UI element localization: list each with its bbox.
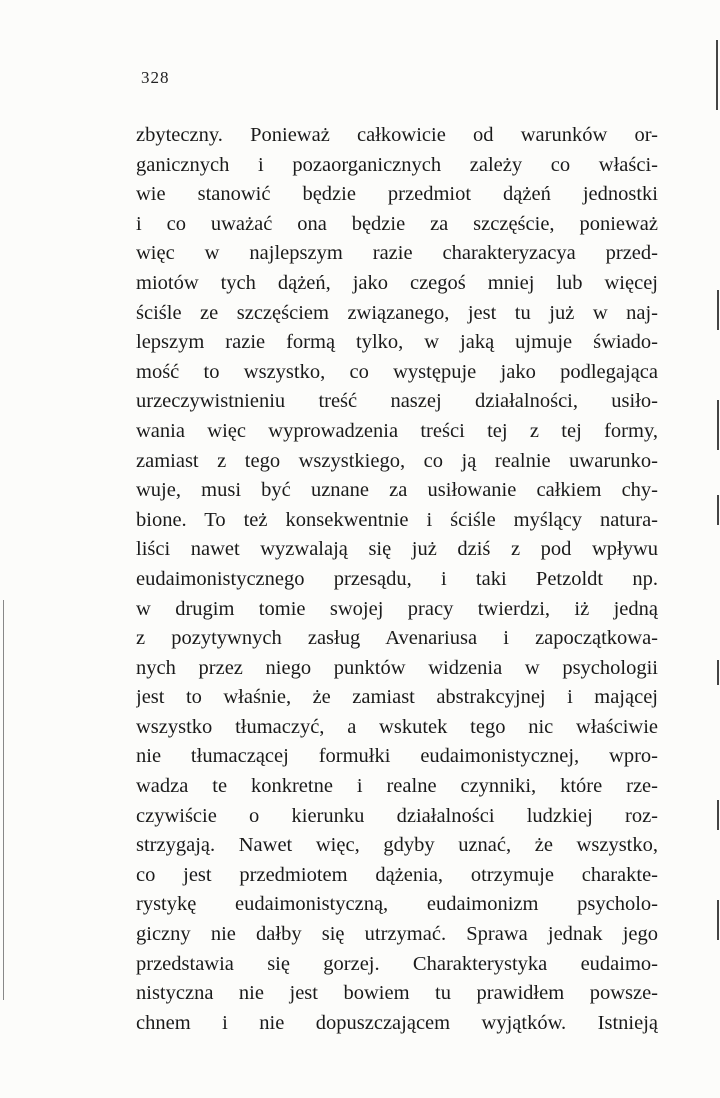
text-line: w drugim tomie swojej pracy twierdzi, iż jedną: [136, 597, 658, 620]
text-line: wadza te konkretne i realne czynniki, które rze-: [136, 775, 658, 798]
text-line: giczny nie dałby się utrzymać. Sprawa jednak jego: [136, 923, 658, 946]
text-line: urzeczywistnieniu treść naszej działalności, usiło-: [136, 390, 658, 413]
text-line: ściśle ze szczęściem związanego, jest tu już w naj-: [136, 301, 658, 324]
text-line: i co uważać ona będzie za szczęście, ponieważ: [136, 212, 658, 235]
text-line: przedstawia się gorzej. Charakterystyka eudaimo-: [136, 952, 658, 975]
text-line: wie stanowić będzie przedmiot dążeń jednostki: [136, 183, 658, 206]
scan-edge-mark: [717, 900, 719, 940]
page-number: 328: [141, 68, 170, 87]
scan-edge-mark: [717, 800, 719, 830]
text-line: jest to właśnie, że zamiast abstrakcyjnej i mającej: [136, 686, 658, 709]
text-line: rystykę eudaimonistyczną, eudaimonizm psycholo-: [136, 893, 658, 916]
body-text: [136, 121, 658, 1038]
scan-edge-mark: [717, 660, 719, 685]
text-line: co jest przedmiotem dążenia, otrzymuje charakte-: [136, 863, 658, 886]
text-line: lepszym razie formą tylko, w jaką ujmuje świado-: [136, 331, 658, 354]
text-line: zamiast z tego wszystkiego, co ją realnie uwarunko-: [136, 449, 658, 472]
text-line: z pozytywnych zasług Avenariusa i zapoczątkowa-: [136, 627, 658, 650]
text-line: wszystko tłumaczyć, a wskutek tego nic właściwie: [136, 715, 658, 738]
text-line: eudaimonistycznego przesądu, i taki Petzoldt np.: [136, 567, 658, 590]
scan-edge-mark: [717, 290, 719, 330]
text-line: strzygają. Nawet więc, gdyby uznać, że wszystko,: [136, 834, 658, 857]
text-line: bione. To też konsekwentnie i ściśle myślący natura-: [136, 508, 658, 531]
text-line: nistyczna nie jest bowiem tu prawidłem powsze-: [136, 982, 658, 1005]
text-line: wuje, musi być uznane za usiłowanie całkiem chy-: [136, 479, 658, 502]
text-line: nie tłumaczącej formułki eudaimonistycznej, wpro-: [136, 745, 658, 768]
scan-edge-mark: [717, 495, 719, 525]
text-line: chnem i nie dopuszczającem wyjątków. Istnieją: [136, 1011, 658, 1034]
text-line: więc w najlepszym razie charakteryzacya przed-: [136, 242, 658, 265]
text-line: mość to wszystko, co występuje jako podlegająca: [136, 360, 658, 383]
text-line: miotów tych dążeń, jako czegoś mniej lub więcej: [136, 271, 658, 294]
text-line: ganicznych i pozaorganicznych zależy co właści-: [136, 153, 658, 176]
scan-edge-mark: [3, 600, 4, 1000]
text-line: czywiście o kierunku działalności ludzkiej roz-: [136, 804, 658, 827]
text-line: nych przez niego punktów widzenia w psychologii: [136, 656, 658, 679]
text-line: wania więc wyprowadzenia treści tej z tej formy,: [136, 419, 658, 442]
scan-edge-mark: [716, 40, 718, 110]
text-line: liści nawet wyzwalają się już dziś z pod wpływu: [136, 538, 658, 561]
scan-edge-mark: [717, 400, 719, 450]
text-line: zbyteczny. Ponieważ całkowicie od warunków or-: [136, 124, 658, 146]
